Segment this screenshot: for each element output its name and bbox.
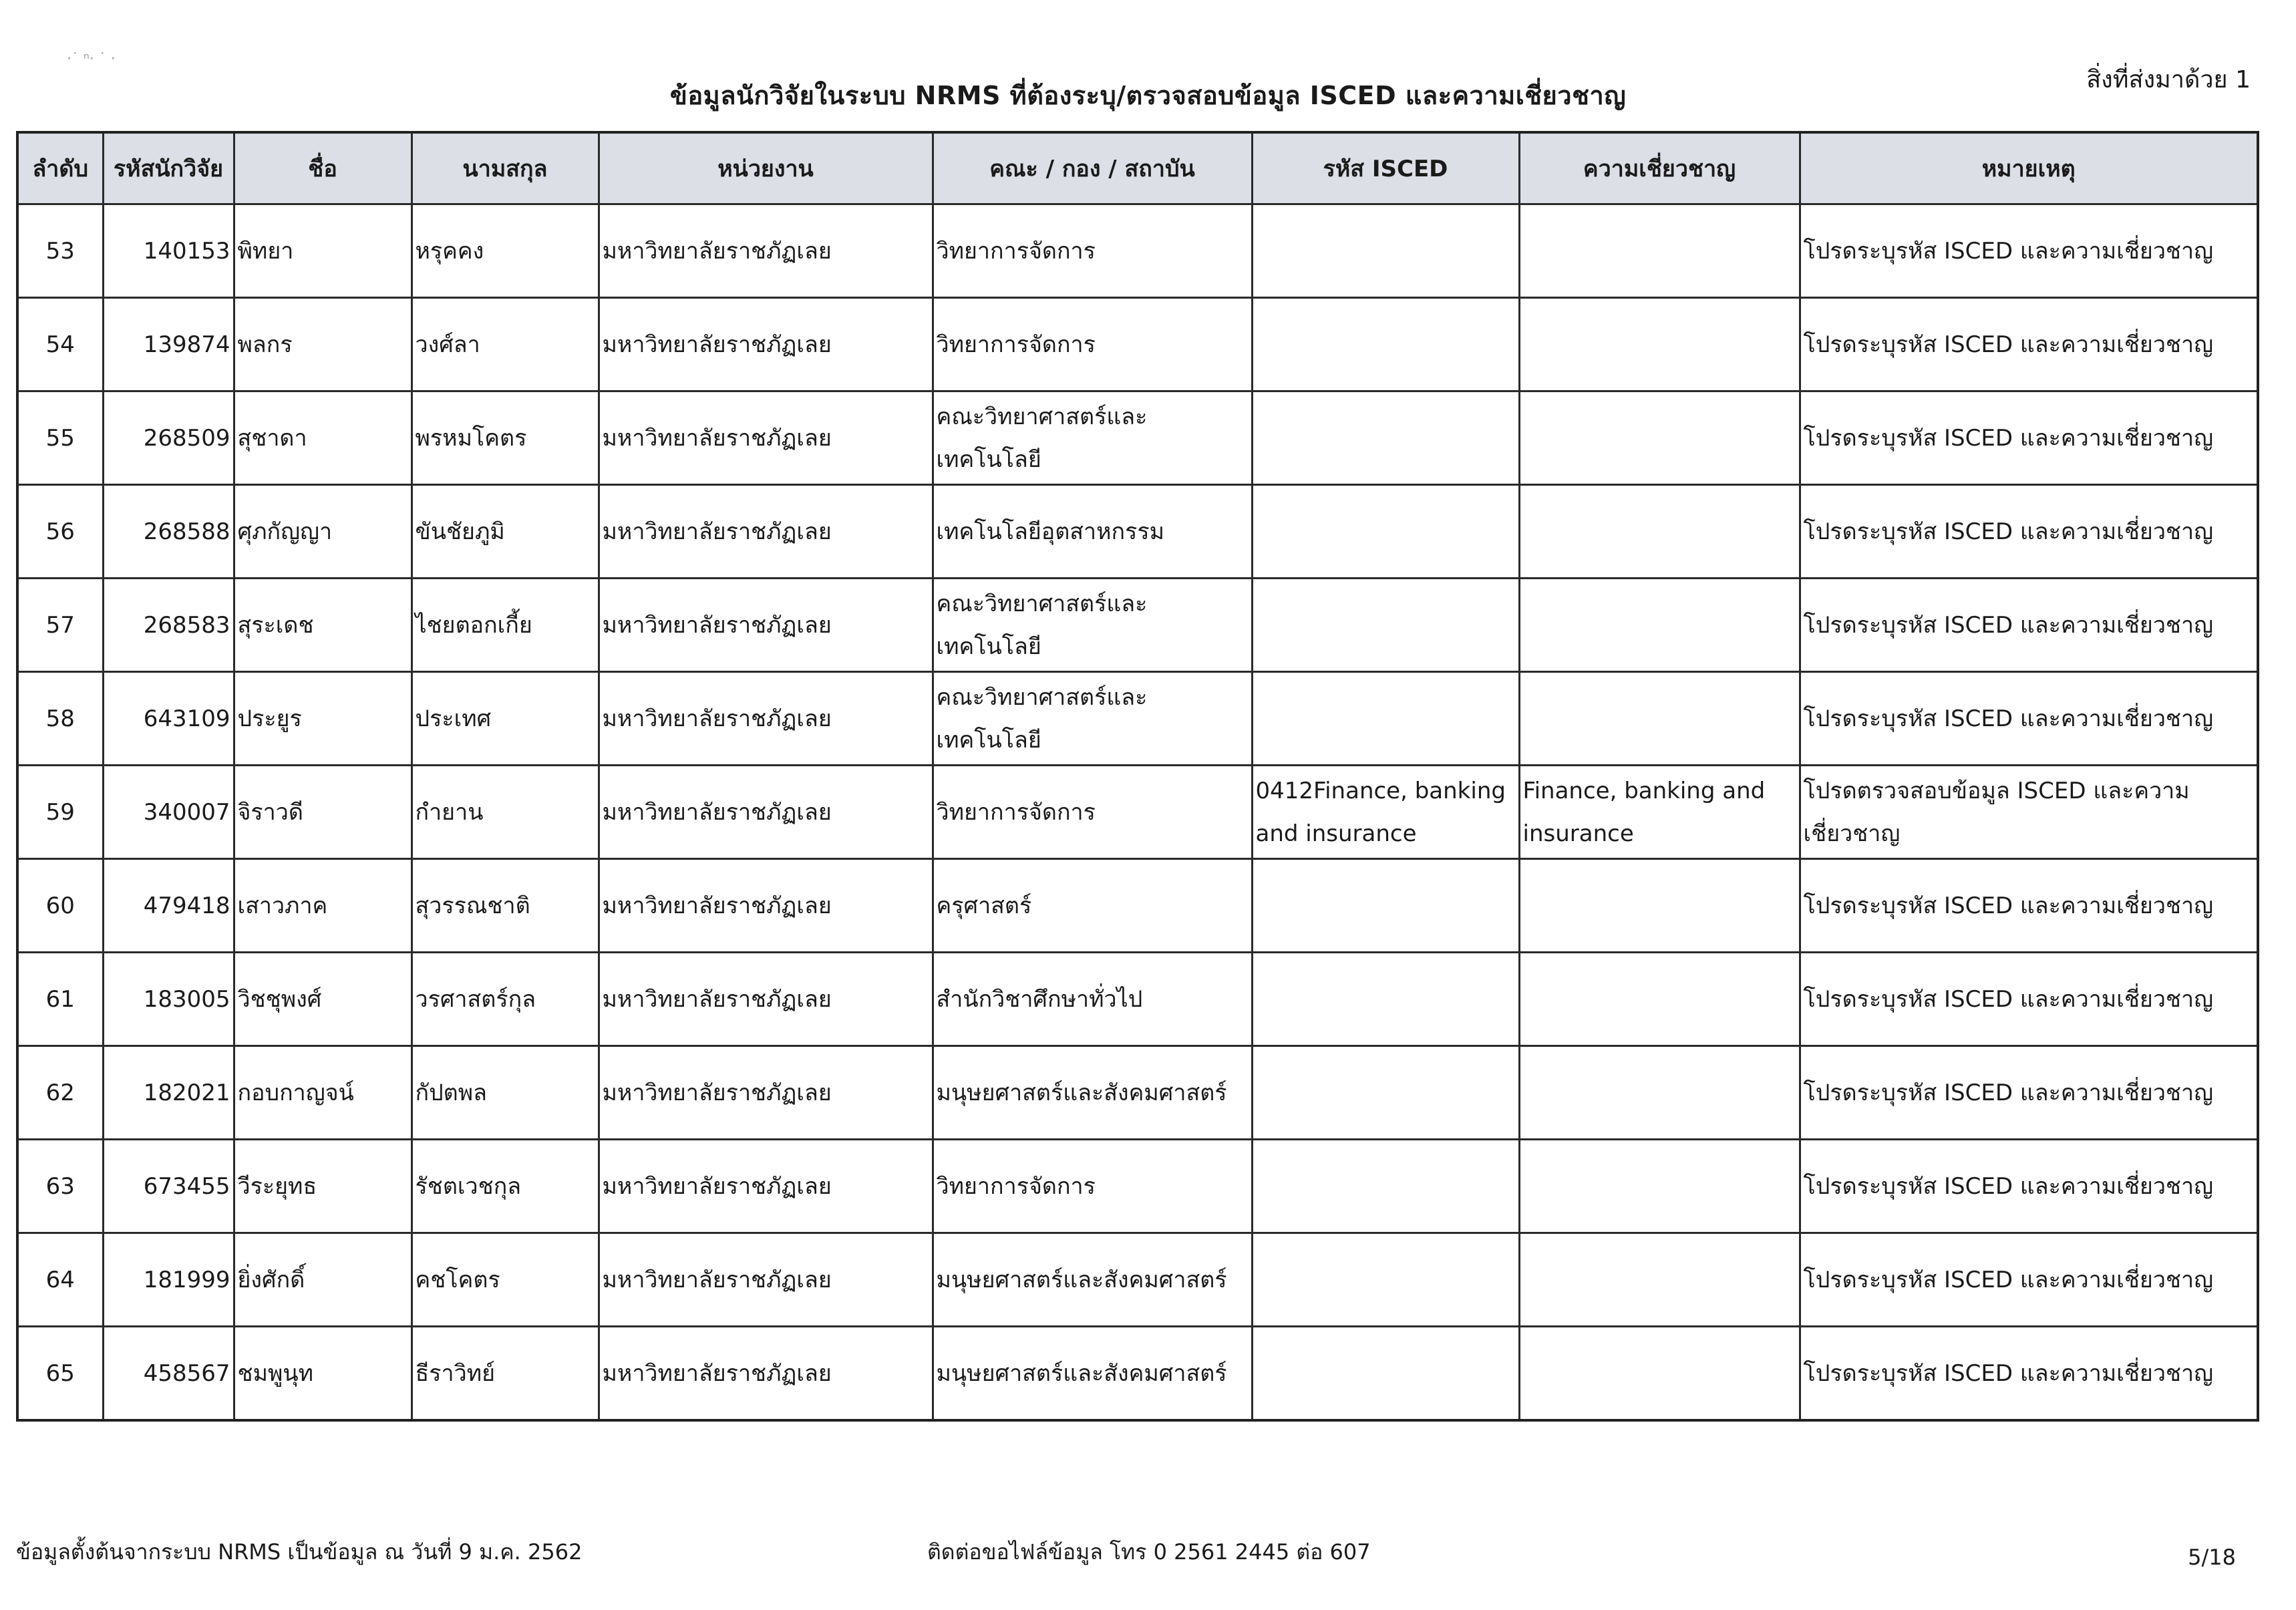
cell-faculty: มนุษยศาสตร์และสังคมศาสตร์	[933, 1233, 1252, 1327]
cell-remark: โปรดระบุรหัส ISCED และความเชี่ยวชาญ	[1800, 1140, 2258, 1233]
cell-expertise	[1519, 579, 1800, 672]
table-body	[17, 204, 2258, 1421]
cell-expertise	[1519, 672, 1800, 766]
table-row	[17, 298, 2258, 391]
cell-organization: มหาวิทยาลัยราชภัฏเลย	[599, 1233, 933, 1327]
cell-isced	[1252, 579, 1519, 672]
cell-first-name: ศุภกัญญา	[234, 485, 412, 579]
cell-expertise	[1519, 1046, 1800, 1140]
table-row	[17, 391, 2258, 485]
cell-remark: โปรดตรวจสอบข้อมูล ISCED และความเชี่ยวชาญ	[1800, 766, 2258, 859]
cell-expertise	[1519, 859, 1800, 953]
cell-no: 58	[17, 672, 103, 766]
cell-first-name: เสาวภาค	[234, 859, 412, 953]
cell-first-name: วิชชุพงศ์	[234, 953, 412, 1046]
cell-organization: มหาวิทยาลัยราชภัฏเลย	[599, 485, 933, 579]
cell-faculty: วิทยาการจัดการ	[933, 1140, 1252, 1233]
cell-last-name: ขันชัยภูมิ	[412, 485, 599, 579]
cell-first-name: พิทยา	[234, 204, 412, 298]
cell-faculty: มนุษยศาสตร์และสังคมศาสตร์	[933, 1046, 1252, 1140]
cell-researcher-id: 643109	[103, 672, 234, 766]
cell-no: 57	[17, 579, 103, 672]
col-header-expertise: ความเชี่ยวชาญ	[1519, 132, 1800, 204]
cell-isced	[1252, 1140, 1519, 1233]
cell-isced	[1252, 859, 1519, 953]
table-row	[17, 766, 2258, 859]
cell-expertise	[1519, 391, 1800, 485]
cell-no: 62	[17, 1046, 103, 1140]
col-header-no: ลำดับ	[17, 132, 103, 204]
cell-remark: โปรดระบุรหัส ISCED และความเชี่ยวชาญ	[1800, 953, 2258, 1046]
cell-researcher-id: 340007	[103, 766, 234, 859]
cell-isced	[1252, 485, 1519, 579]
cell-first-name: จิราวดี	[234, 766, 412, 859]
cell-researcher-id: 673455	[103, 1140, 234, 1233]
cell-researcher-id: 268588	[103, 485, 234, 579]
cell-remark: โปรดระบุรหัส ISCED และความเชี่ยวชาญ	[1800, 859, 2258, 953]
cell-faculty: เทคโนโลยีอุตสาหกรรม	[933, 485, 1252, 579]
col-header-isced: รหัส ISCED	[1252, 132, 1519, 204]
col-header-researcher-id: รหัสนักวิจัย	[103, 132, 234, 204]
cell-faculty: คณะวิทยาศาสตร์และเทคโนโลยี	[933, 391, 1252, 485]
cell-no: 56	[17, 485, 103, 579]
table-row	[17, 1327, 2258, 1421]
cell-expertise	[1519, 298, 1800, 391]
cell-expertise	[1519, 485, 1800, 579]
cell-no: 61	[17, 953, 103, 1046]
cell-no: 55	[17, 391, 103, 485]
cell-researcher-id: 181999	[103, 1233, 234, 1327]
cell-no: 53	[17, 204, 103, 298]
cell-isced: 0412Finance, banking and insurance	[1252, 766, 1519, 859]
cell-last-name: กัปตพล	[412, 1046, 599, 1140]
cell-first-name: ยิ่งศักดิ์	[234, 1233, 412, 1327]
cell-no: 59	[17, 766, 103, 859]
cell-faculty: สำนักวิชาศึกษาทั่วไป	[933, 953, 1252, 1046]
cell-faculty: คณะวิทยาศาสตร์และเทคโนโลยี	[933, 672, 1252, 766]
cell-no: 54	[17, 298, 103, 391]
cell-last-name: สุวรรณชาติ	[412, 859, 599, 953]
cell-isced	[1252, 204, 1519, 298]
cell-researcher-id: 458567	[103, 1327, 234, 1421]
cell-expertise	[1519, 953, 1800, 1046]
col-header-organization: หน่วยงาน	[599, 132, 933, 204]
attachment-label: สิ่งที่ส่งมาด้วย 1	[2086, 66, 2251, 94]
table-row	[17, 1233, 2258, 1327]
cell-faculty: วิทยาการจัดการ	[933, 298, 1252, 391]
cell-first-name: สุชาดา	[234, 391, 412, 485]
cell-last-name: รัชตเวชกุล	[412, 1140, 599, 1233]
cell-isced	[1252, 1233, 1519, 1327]
cell-remark: โปรดระบุรหัส ISCED และความเชี่ยวชาญ	[1800, 1046, 2258, 1140]
cell-expertise: Finance, banking and insurance	[1519, 766, 1800, 859]
cell-organization: มหาวิทยาลัยราชภัฏเลย	[599, 391, 933, 485]
cell-no: 63	[17, 1140, 103, 1233]
cell-first-name: วีระยุทธ	[234, 1140, 412, 1233]
cell-last-name: วงศ์ลา	[412, 298, 599, 391]
cell-organization: มหาวิทยาลัยราชภัฏเลย	[599, 579, 933, 672]
cell-researcher-id: 183005	[103, 953, 234, 1046]
table-header	[17, 132, 2258, 204]
cell-faculty: มนุษยศาสตร์และสังคมศาสตร์	[933, 1327, 1252, 1421]
col-header-faculty: คณะ / กอง / สถาบัน	[933, 132, 1252, 204]
cell-faculty: คณะวิทยาศาสตร์และเทคโนโลยี	[933, 579, 1252, 672]
cell-researcher-id: 479418	[103, 859, 234, 953]
cell-no: 60	[17, 859, 103, 953]
cell-remark: โปรดระบุรหัส ISCED และความเชี่ยวชาญ	[1800, 298, 2258, 391]
cell-organization: มหาวิทยาลัยราชภัฏเลย	[599, 766, 933, 859]
table-row	[17, 204, 2258, 298]
cell-last-name: หรุคคง	[412, 204, 599, 298]
cell-first-name: กอบกาญจน์	[234, 1046, 412, 1140]
cell-remark: โปรดระบุรหัส ISCED และความเชี่ยวชาญ	[1800, 1233, 2258, 1327]
page-title: ข้อมูลนักวิจัยในระบบ NRMS ที่ต้องระบุ/ตรวจสอบข้อมูล ISCED และความเชี่ยวชาญ	[669, 81, 1627, 110]
cell-expertise	[1519, 1327, 1800, 1421]
footer-source-note: ข้อมูลตั้งต้นจากระบบ NRMS เป็นข้อมูล ณ วันที่ 9 ม.ค. 2562	[16, 1539, 583, 1565]
cell-organization: มหาวิทยาลัยราชภัฏเลย	[599, 1140, 933, 1233]
cell-faculty: วิทยาการจัดการ	[933, 204, 1252, 298]
cell-remark: โปรดระบุรหัส ISCED และความเชี่ยวชาญ	[1800, 672, 2258, 766]
scan-noise: ·˙ ⁿ· ˙ ·	[67, 51, 116, 67]
cell-researcher-id: 140153	[103, 204, 234, 298]
col-header-last-name: นามสกุล	[412, 132, 599, 204]
cell-last-name: คชโคตร	[412, 1233, 599, 1327]
cell-last-name: ประเทศ	[412, 672, 599, 766]
cell-researcher-id: 139874	[103, 298, 234, 391]
cell-no: 64	[17, 1233, 103, 1327]
cell-last-name: วรศาสตร์กุล	[412, 953, 599, 1046]
cell-faculty: ครุศาสตร์	[933, 859, 1252, 953]
table-row	[17, 859, 2258, 953]
cell-first-name: สุระเดช	[234, 579, 412, 672]
cell-organization: มหาวิทยาลัยราชภัฏเลย	[599, 953, 933, 1046]
cell-remark: โปรดระบุรหัส ISCED และความเชี่ยวชาญ	[1800, 579, 2258, 672]
cell-remark: โปรดระบุรหัส ISCED และความเชี่ยวชาญ	[1800, 391, 2258, 485]
table-row	[17, 1046, 2258, 1140]
footer-contact: ติดต่อขอไฟล์ข้อมูล โทร 0 2561 2445 ต่อ 607	[927, 1539, 1371, 1565]
cell-last-name: กำยาน	[412, 766, 599, 859]
cell-isced	[1252, 672, 1519, 766]
table-row	[17, 485, 2258, 579]
cell-expertise	[1519, 1233, 1800, 1327]
cell-first-name: ชมพูนุท	[234, 1327, 412, 1421]
cell-last-name: ธีราวิทย์	[412, 1327, 599, 1421]
col-header-remark: หมายเหตุ	[1800, 132, 2258, 204]
cell-organization: มหาวิทยาลัยราชภัฏเลย	[599, 672, 933, 766]
researcher-table	[16, 131, 2259, 1422]
cell-researcher-id: 182021	[103, 1046, 234, 1140]
cell-last-name: พรหมโคตร	[412, 391, 599, 485]
table-row	[17, 1140, 2258, 1233]
cell-isced	[1252, 298, 1519, 391]
cell-organization: มหาวิทยาลัยราชภัฏเลย	[599, 1327, 933, 1421]
cell-organization: มหาวิทยาลัยราชภัฏเลย	[599, 204, 933, 298]
cell-remark: โปรดระบุรหัส ISCED และความเชี่ยวชาญ	[1800, 204, 2258, 298]
cell-organization: มหาวิทยาลัยราชภัฏเลย	[599, 1046, 933, 1140]
cell-expertise	[1519, 1140, 1800, 1233]
cell-organization: มหาวิทยาลัยราชภัฏเลย	[599, 298, 933, 391]
cell-remark: โปรดระบุรหัส ISCED และความเชี่ยวชาญ	[1800, 485, 2258, 579]
cell-organization: มหาวิทยาลัยราชภัฏเลย	[599, 859, 933, 953]
cell-no: 65	[17, 1327, 103, 1421]
cell-first-name: พลกร	[234, 298, 412, 391]
col-header-first-name: ชื่อ	[234, 132, 412, 204]
cell-isced	[1252, 1327, 1519, 1421]
cell-last-name: ไชยตอกเกี้ย	[412, 579, 599, 672]
cell-first-name: ประยูร	[234, 672, 412, 766]
cell-researcher-id: 268509	[103, 391, 234, 485]
cell-expertise	[1519, 204, 1800, 298]
table-row	[17, 579, 2258, 672]
table-row	[17, 953, 2258, 1046]
cell-isced	[1252, 953, 1519, 1046]
cell-isced	[1252, 391, 1519, 485]
cell-isced	[1252, 1046, 1519, 1140]
cell-remark: โปรดระบุรหัส ISCED และความเชี่ยวชาญ	[1800, 1327, 2258, 1421]
table-row	[17, 672, 2258, 766]
cell-faculty: วิทยาการจัดการ	[933, 766, 1252, 859]
cell-researcher-id: 268583	[103, 579, 234, 672]
page-number: 5/18	[2188, 1545, 2236, 1570]
